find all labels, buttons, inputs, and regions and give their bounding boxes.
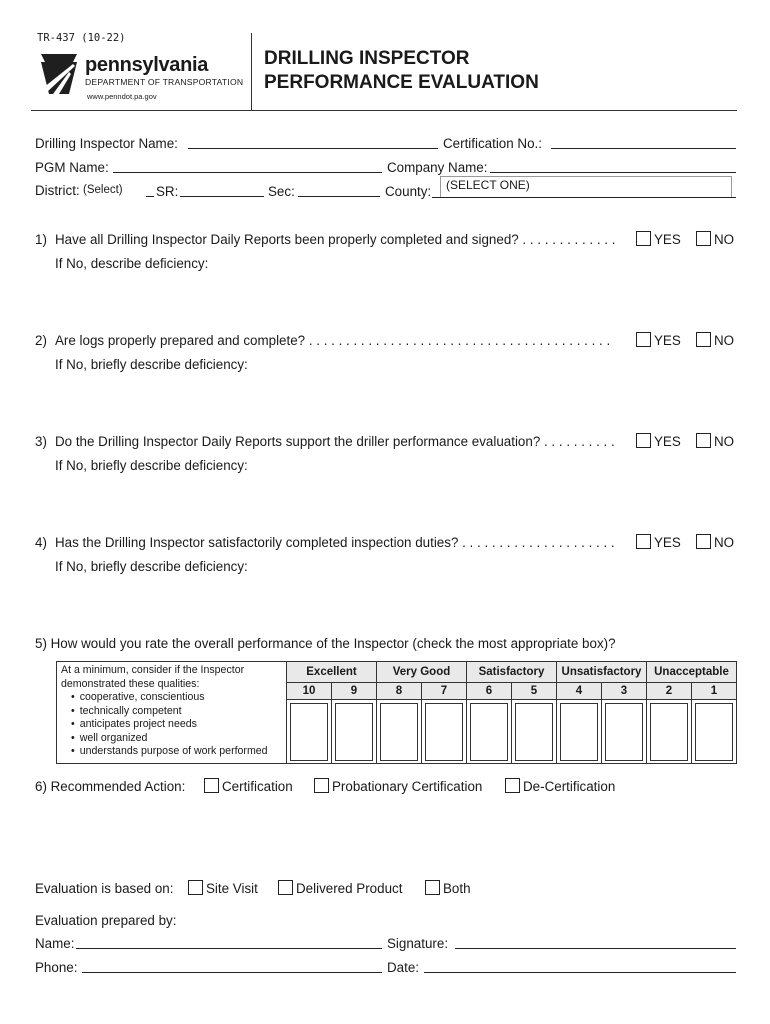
q1-deficiency-field[interactable]: [55, 274, 735, 324]
question-sub: If No, briefly describe deficiency:: [55, 357, 248, 372]
question-text: Are logs properly prepared and complete? . . . . . . . . . . . . . . . . . . . . . . . . . . . . . . . . . . . . . . . . .: [55, 333, 611, 348]
evaluation-basis-label: Evaluation is based on:: [35, 881, 174, 896]
county-label: County:: [385, 184, 432, 199]
score-label: 3: [602, 683, 647, 700]
score-10-cell[interactable]: [287, 700, 332, 764]
delivered-product-label: Delivered Product: [296, 881, 403, 896]
district-select[interactable]: (Select): [83, 184, 123, 196]
qualities-list: [61, 691, 282, 759]
no-label: NO: [714, 333, 735, 348]
form-title-line2: PERFORMANCE EVALUATION: [264, 72, 539, 93]
score-6-checkbox[interactable]: [470, 703, 508, 761]
rating-guidance: [57, 662, 287, 764]
q2-no-checkbox[interactable]: [696, 332, 711, 347]
score-label: 6: [467, 683, 512, 700]
score-8-checkbox[interactable]: [380, 703, 418, 761]
category-unacceptable: Unacceptable: [647, 662, 737, 683]
site-visit-checkbox[interactable]: [188, 880, 203, 895]
score-9-cell[interactable]: [332, 700, 377, 764]
county-underline: [432, 197, 736, 198]
category-satisfactory: Satisfactory: [467, 662, 557, 683]
score-8-cell[interactable]: [377, 700, 422, 764]
rating-table: [56, 661, 737, 764]
both-checkbox[interactable]: [425, 880, 440, 895]
q4-yes-checkbox[interactable]: [636, 534, 651, 549]
score-10-checkbox[interactable]: [290, 703, 328, 761]
preparer-name-label: Name:: [35, 936, 75, 951]
score-label: 5: [512, 683, 557, 700]
date-field[interactable]: [424, 972, 736, 973]
question-number: 1): [35, 232, 47, 247]
company-name-label: Company Name:: [387, 160, 488, 175]
phone-field[interactable]: [82, 972, 382, 973]
score-7-checkbox[interactable]: [425, 703, 463, 761]
score-3-cell[interactable]: [602, 700, 647, 764]
inspector-name-field[interactable]: [188, 148, 438, 149]
header-divider: [251, 33, 252, 110]
score-9-checkbox[interactable]: [335, 703, 373, 761]
question-number: 4): [35, 535, 47, 550]
score-2-cell[interactable]: [647, 700, 692, 764]
yes-label: YES: [654, 535, 681, 550]
header-rule: [31, 110, 737, 111]
sec-label: Sec:: [268, 184, 295, 199]
no-label: NO: [714, 535, 735, 550]
score-3-checkbox[interactable]: [605, 703, 643, 761]
score-7-cell[interactable]: [422, 700, 467, 764]
quality-item: • cooperative, conscientious: [71, 691, 282, 705]
certification-checkbox[interactable]: [204, 778, 219, 793]
certification-label: Certification: [222, 779, 293, 794]
company-name-field[interactable]: [490, 172, 736, 173]
q1-no-checkbox[interactable]: [696, 231, 711, 246]
q3-yes-checkbox[interactable]: [636, 433, 651, 448]
score-5-cell[interactable]: [512, 700, 557, 764]
score-label: 1: [692, 683, 737, 700]
probationary-certification-label: Probationary Certification: [332, 779, 483, 794]
score-1-cell[interactable]: [692, 700, 737, 764]
de-certification-checkbox[interactable]: [505, 778, 520, 793]
district-label: District:: [35, 183, 80, 198]
question-number: 2): [35, 333, 47, 348]
probationary-certification-checkbox[interactable]: [314, 778, 329, 793]
score-2-checkbox[interactable]: [650, 703, 688, 761]
q2-deficiency-field[interactable]: [55, 375, 735, 425]
category-very-good: Very Good: [377, 662, 467, 683]
quality-item: • well organized: [71, 732, 282, 746]
question-number: 3): [35, 434, 47, 449]
logo-url: www.penndot.pa.gov: [87, 92, 157, 101]
district-underline: [146, 196, 154, 197]
q2-yes-checkbox[interactable]: [636, 332, 651, 347]
score-4-cell[interactable]: [557, 700, 602, 764]
no-label: NO: [714, 434, 735, 449]
quality-item: • understands purpose of work performed: [71, 745, 282, 759]
question-text: Do the Drilling Inspector Daily Reports support the driller performance evaluation? . . . . . . . . . .: [55, 434, 615, 449]
yes-label: YES: [654, 232, 681, 247]
yes-label: YES: [654, 333, 681, 348]
date-label: Date:: [387, 960, 420, 975]
delivered-product-checkbox[interactable]: [278, 880, 293, 895]
yes-label: YES: [654, 434, 681, 449]
both-label: Both: [443, 881, 471, 896]
keystone-logo-icon: [39, 52, 79, 96]
category-excellent: Excellent: [287, 662, 377, 683]
score-5-checkbox[interactable]: [515, 703, 553, 761]
form-title-line1: DRILLING INSPECTOR: [264, 48, 470, 69]
score-label: 7: [422, 683, 467, 700]
recommended-action-label: 6) Recommended Action:: [35, 779, 186, 794]
no-label: NO: [714, 232, 735, 247]
score-label: 4: [557, 683, 602, 700]
penndot-logo: [39, 52, 244, 104]
q3-deficiency-field[interactable]: [55, 476, 735, 526]
sec-field[interactable]: [298, 196, 380, 197]
signature-field[interactable]: [455, 948, 736, 949]
question-sub: If No, briefly describe deficiency:: [55, 559, 248, 574]
prepared-by-label: Evaluation prepared by:: [35, 913, 177, 928]
q1-yes-checkbox[interactable]: [636, 231, 651, 246]
question-text: Has the Drilling Inspector satisfactorily completed inspection duties? . . . . . . . . . . . . . . . . . . . . .: [55, 535, 615, 550]
score-label: 2: [647, 683, 692, 700]
quality-item: • anticipates project needs: [71, 718, 282, 732]
phone-label: Phone:: [35, 960, 78, 975]
score-label: 8: [377, 683, 422, 700]
score-1-checkbox[interactable]: [695, 703, 733, 761]
score-6-cell[interactable]: [467, 700, 512, 764]
sr-field[interactable]: [180, 196, 264, 197]
guidance-intro: At a minimum, consider if the Inspector demonstrated these qualities:: [61, 664, 245, 690]
q4-deficiency-field[interactable]: [55, 577, 735, 627]
question-sub: If No, briefly describe deficiency:: [55, 458, 248, 473]
logo-name: pennsylvania: [85, 54, 209, 76]
q4-no-checkbox[interactable]: [696, 534, 711, 549]
q3-no-checkbox[interactable]: [696, 433, 711, 448]
signature-label: Signature:: [387, 936, 449, 951]
sr-label: SR:: [156, 184, 179, 199]
pgm-name-label: PGM Name:: [35, 160, 109, 175]
site-visit-label: Site Visit: [206, 881, 258, 896]
score-label: 10: [287, 683, 332, 700]
logo-department: DEPARTMENT OF TRANSPORTATION: [85, 77, 244, 87]
preparer-name-field[interactable]: [76, 948, 382, 949]
pgm-name-field[interactable]: [113, 172, 382, 173]
quality-item: • technically competent: [71, 705, 282, 719]
question-sub: If No, describe deficiency:: [55, 256, 209, 271]
cert-no-field[interactable]: [551, 148, 736, 149]
cert-no-label: Certification No.:: [443, 136, 542, 151]
question-text: Have all Drilling Inspector Daily Reports been properly completed and signed? . . . . . . . . . . . . .: [55, 232, 616, 247]
score-4-checkbox[interactable]: [560, 703, 598, 761]
form-code: TR-437 (10-22): [37, 32, 126, 44]
inspector-name-label: Drilling Inspector Name:: [35, 136, 178, 151]
de-certification-label: De-Certification: [523, 779, 616, 794]
category-unsatisfactory: Unsatisfactory: [557, 662, 647, 683]
score-label: 9: [332, 683, 377, 700]
county-select[interactable]: (SELECT ONE): [440, 176, 732, 198]
rating-question: 5) How would you rate the overall performance of the Inspector (check the most appropriate box)?: [35, 636, 616, 651]
